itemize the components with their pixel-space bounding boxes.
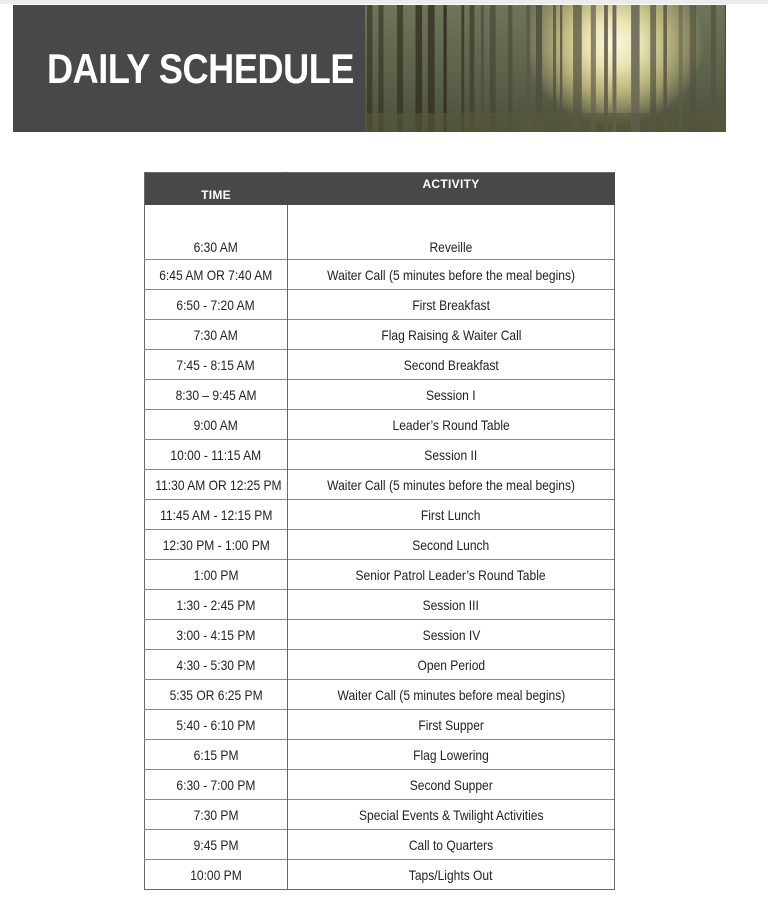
time-text: 5:40 - 6:10 PM bbox=[176, 716, 256, 733]
activity-text: First Breakfast bbox=[412, 296, 490, 313]
activity-text: Waiter Call (5 minutes before the meal begins) bbox=[327, 476, 575, 493]
tree-trunk bbox=[470, 5, 475, 132]
activity-text: Taps/Lights Out bbox=[409, 866, 493, 883]
time-cell bbox=[145, 470, 288, 500]
table-row bbox=[145, 650, 615, 680]
tree-trunk bbox=[461, 5, 464, 132]
table-row bbox=[145, 740, 615, 770]
table-row bbox=[145, 560, 615, 590]
time-text: 7:30 PM bbox=[193, 806, 239, 823]
time-cell bbox=[145, 770, 288, 800]
tree-trunk bbox=[573, 5, 582, 132]
activity-cell bbox=[288, 590, 615, 620]
time-text: 7:45 - 8:15 AM bbox=[176, 356, 256, 373]
activity-text: Reveille bbox=[429, 239, 473, 255]
table-row bbox=[145, 620, 615, 650]
top-rule bbox=[0, 0, 768, 4]
banner-title-box bbox=[13, 5, 365, 132]
time-text: 6:45 AM OR 7:40 AM bbox=[159, 266, 273, 283]
tree-trunk bbox=[416, 5, 423, 132]
activity-cell bbox=[288, 740, 615, 770]
page-title: DAILY SCHEDULE bbox=[47, 44, 355, 92]
forest-trees-illustration bbox=[365, 5, 726, 132]
activity-cell bbox=[288, 860, 615, 890]
time-cell bbox=[145, 205, 288, 260]
table-row bbox=[145, 800, 615, 830]
time-cell bbox=[145, 410, 288, 440]
time-text: 6:30 - 7:00 PM bbox=[176, 776, 256, 793]
forest-floor bbox=[365, 113, 726, 132]
time-text: 9:00 AM bbox=[193, 416, 239, 433]
time-text: 11:45 AM - 12:15 PM bbox=[159, 506, 273, 523]
time-text: 1:30 - 2:45 PM bbox=[176, 596, 256, 613]
time-text: 11:30 AM OR 12:25 PM bbox=[155, 476, 282, 493]
activity-text: Session III bbox=[422, 596, 480, 613]
schedule-body bbox=[145, 205, 615, 890]
time-cell bbox=[145, 650, 288, 680]
activity-cell bbox=[288, 500, 615, 530]
tree-trunk bbox=[367, 5, 372, 132]
activity-text: Session II bbox=[424, 446, 478, 463]
time-text: 1:00 PM bbox=[193, 566, 239, 583]
time-cell bbox=[145, 830, 288, 860]
activity-text: Second Supper bbox=[409, 776, 493, 793]
time-cell bbox=[145, 620, 288, 650]
activity-cell bbox=[288, 260, 615, 290]
activity-text: Waiter Call (5 minutes before meal begins) bbox=[337, 686, 565, 703]
table-row bbox=[145, 260, 615, 290]
table-header-row bbox=[145, 173, 615, 206]
tree-trunk bbox=[690, 5, 696, 132]
activity-cell bbox=[288, 830, 615, 860]
table-row bbox=[145, 830, 615, 860]
table-row bbox=[145, 770, 615, 800]
tree-trunk bbox=[378, 5, 383, 132]
tree-trunk bbox=[679, 5, 683, 132]
table-row bbox=[145, 680, 615, 710]
activity-text: Second Lunch bbox=[412, 536, 490, 553]
table-row bbox=[145, 320, 615, 350]
tree-trunk bbox=[428, 5, 435, 132]
activity-cell bbox=[288, 710, 615, 740]
schedule-table bbox=[144, 172, 615, 890]
time-text: 3:00 - 4:15 PM bbox=[176, 626, 256, 643]
activity-cell bbox=[288, 290, 615, 320]
time-cell bbox=[145, 380, 288, 410]
tree-trunk bbox=[591, 5, 596, 132]
table-row bbox=[145, 205, 615, 260]
tree-trunk bbox=[711, 5, 716, 132]
activity-cell bbox=[288, 680, 615, 710]
time-column-header: TIME bbox=[145, 173, 288, 206]
tree-trunk bbox=[650, 5, 656, 132]
forest-photo bbox=[365, 5, 726, 132]
tree-trunk bbox=[604, 5, 608, 132]
table-row bbox=[145, 860, 615, 890]
time-text: 6:30 AM bbox=[193, 239, 239, 255]
tree-trunk bbox=[526, 5, 530, 132]
time-cell bbox=[145, 320, 288, 350]
tree-trunk bbox=[663, 5, 667, 132]
time-text: 10:00 PM bbox=[190, 866, 242, 883]
time-text: 6:15 PM bbox=[193, 746, 239, 763]
time-cell bbox=[145, 560, 288, 590]
activity-text: First Lunch bbox=[421, 506, 481, 523]
time-cell bbox=[145, 500, 288, 530]
tree-trunk bbox=[397, 5, 403, 132]
time-cell bbox=[145, 740, 288, 770]
table-row bbox=[145, 290, 615, 320]
activity-cell bbox=[288, 205, 615, 260]
tree-trunk bbox=[560, 5, 562, 132]
tree-trunk bbox=[725, 5, 726, 132]
activity-cell bbox=[288, 770, 615, 800]
tree-trunk bbox=[508, 5, 513, 132]
table-row bbox=[145, 530, 615, 560]
activity-text: Flag Lowering bbox=[413, 746, 489, 763]
table-row bbox=[145, 500, 615, 530]
time-cell bbox=[145, 350, 288, 380]
activity-cell bbox=[288, 320, 615, 350]
tree-trunk bbox=[490, 5, 496, 132]
activity-text: First Supper bbox=[418, 716, 484, 733]
tree-trunk bbox=[631, 5, 640, 132]
activity-column-header: ACTIVITY bbox=[288, 173, 615, 206]
table-row bbox=[145, 380, 615, 410]
time-text: 9:45 PM bbox=[193, 836, 239, 853]
time-cell bbox=[145, 440, 288, 470]
time-cell bbox=[145, 530, 288, 560]
time-cell bbox=[145, 290, 288, 320]
activity-text: Open Period bbox=[417, 656, 485, 673]
activity-cell bbox=[288, 350, 615, 380]
activity-text: Senior Patrol Leader’s Round Table bbox=[355, 566, 547, 583]
activity-cell bbox=[288, 650, 615, 680]
activity-cell bbox=[288, 410, 615, 440]
table-row bbox=[145, 470, 615, 500]
time-text: 5:35 OR 6:25 PM bbox=[169, 686, 263, 703]
header-banner bbox=[13, 5, 726, 132]
activity-text: Special Events & Twilight Activities bbox=[358, 806, 544, 823]
time-cell bbox=[145, 680, 288, 710]
activity-text: Second Breakfast bbox=[403, 356, 499, 373]
tree-trunk bbox=[481, 5, 484, 132]
tree-trunk bbox=[553, 5, 556, 132]
activity-text: Call to Quarters bbox=[408, 836, 494, 853]
activity-cell bbox=[288, 800, 615, 830]
time-text: 7:30 AM bbox=[193, 326, 239, 343]
activity-cell bbox=[288, 620, 615, 650]
activity-cell bbox=[288, 530, 615, 560]
time-text: 8:30 – 9:45 AM bbox=[175, 386, 257, 403]
activity-cell bbox=[288, 380, 615, 410]
activity-text: Session IV bbox=[422, 626, 480, 643]
table-row bbox=[145, 350, 615, 380]
time-cell bbox=[145, 860, 288, 890]
time-text: 4:30 - 5:30 PM bbox=[176, 656, 256, 673]
tree-trunk bbox=[536, 5, 542, 132]
activity-text: Session I bbox=[426, 386, 476, 403]
table-row bbox=[145, 410, 615, 440]
time-text: 10:00 - 11:15 AM bbox=[170, 446, 262, 463]
time-text: 12:30 PM - 1:00 PM bbox=[162, 536, 270, 553]
activity-cell bbox=[288, 440, 615, 470]
activity-cell bbox=[288, 560, 615, 590]
table-row bbox=[145, 440, 615, 470]
table-row bbox=[145, 590, 615, 620]
activity-text: Waiter Call (5 minutes before the meal begins) bbox=[327, 266, 575, 283]
table-row bbox=[145, 710, 615, 740]
tree-trunk bbox=[444, 5, 447, 132]
tree-trunk bbox=[613, 5, 617, 132]
time-cell bbox=[145, 710, 288, 740]
activity-text: Flag Raising & Waiter Call bbox=[380, 326, 522, 343]
time-text: 6:50 - 7:20 AM bbox=[176, 296, 256, 313]
activity-cell bbox=[288, 470, 615, 500]
time-cell bbox=[145, 260, 288, 290]
time-cell bbox=[145, 590, 288, 620]
time-cell bbox=[145, 800, 288, 830]
activity-text: Leader’s Round Table bbox=[392, 416, 510, 433]
